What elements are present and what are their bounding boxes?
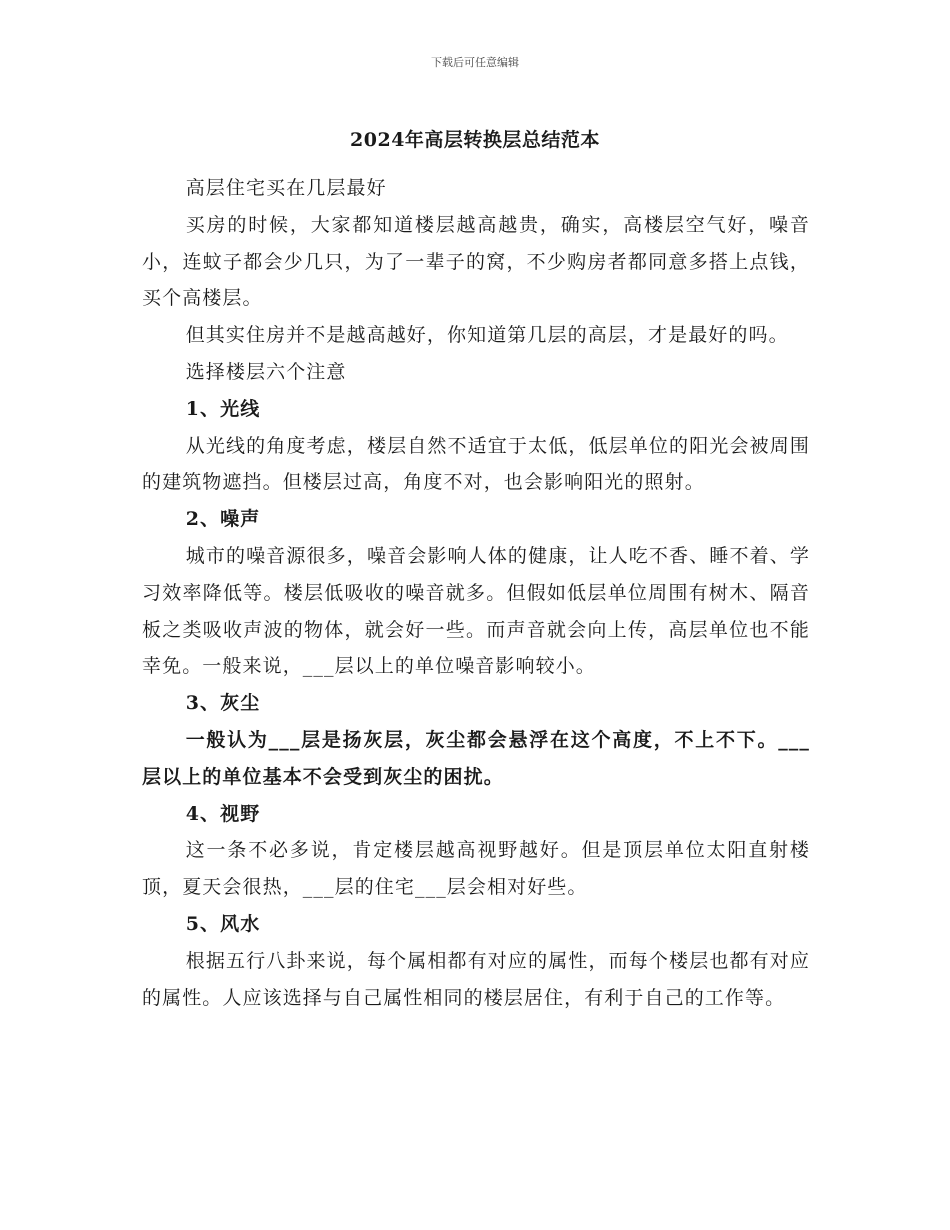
paragraph-view: 这一条不必多说，肯定楼层越高视野越好。但是顶层单位太阳直射楼顶，夏天会很热，___层的住宅___层会相对好些。 xyxy=(142,839,810,899)
paragraph-fengshui: 根据五行八卦来说，每个属相都有对应的属性，而每个楼层也都有对应的属性。人应该选择与自己属性相同的楼层居住，有利于自己的工作等。 xyxy=(142,949,810,1009)
heading-noise: 2、噪声 xyxy=(185,508,261,531)
paragraph-intro: 买房的时候，大家都知道楼层越高越贵，确实，高楼层空气好，噪音小，连蚊子都会少几只，为了一辈子的窝，不少购房者都同意多搭上点钱，买个高楼层。 xyxy=(142,213,810,310)
paragraph-question: 但其实住房并不是越高越好，你知道第几层的高层，才是最好的吗。 xyxy=(185,324,789,347)
paragraph-dust: 一般认为___层是扬灰层，灰尘都会悬浮在这个高度，不上不下。___层以上的单位基本不会受到灰尘的困扰。 xyxy=(142,728,810,788)
heading-light: 1、光线 xyxy=(185,397,261,420)
document-title: 2024年高层转换层总结范本 xyxy=(350,129,600,151)
heading-view: 4、视野 xyxy=(185,802,261,825)
heading-fengshui: 5、风水 xyxy=(185,912,261,935)
heading-dust: 3、灰尘 xyxy=(185,692,261,715)
paragraph-section-intro: 选择楼层六个注意 xyxy=(185,360,347,383)
paragraph-noise: 城市的噪音源很多，噪音会影响人体的健康，让人吃不香、睡不着、学习效率降低等。楼层低吸收的噪音就多。但假如低层单位周围有树木、隔音板之类吸收声波的物体，就会好一些。而声音就会向上传，高层单位也不能幸免。一般来说，___层以上的单位噪音影响较小。 xyxy=(142,544,810,678)
header-note: 下载后可任意编辑 xyxy=(431,56,519,69)
document-body xyxy=(142,170,810,1016)
paragraph-light: 从光线的角度考虑，楼层自然不适宜于太低，低层单位的阳光会被周围的建筑物遮挡。但楼层过高，角度不对，也会影响阳光的照射。 xyxy=(142,434,810,494)
paragraph-subtitle: 高层住宅买在几层最好 xyxy=(185,177,387,199)
